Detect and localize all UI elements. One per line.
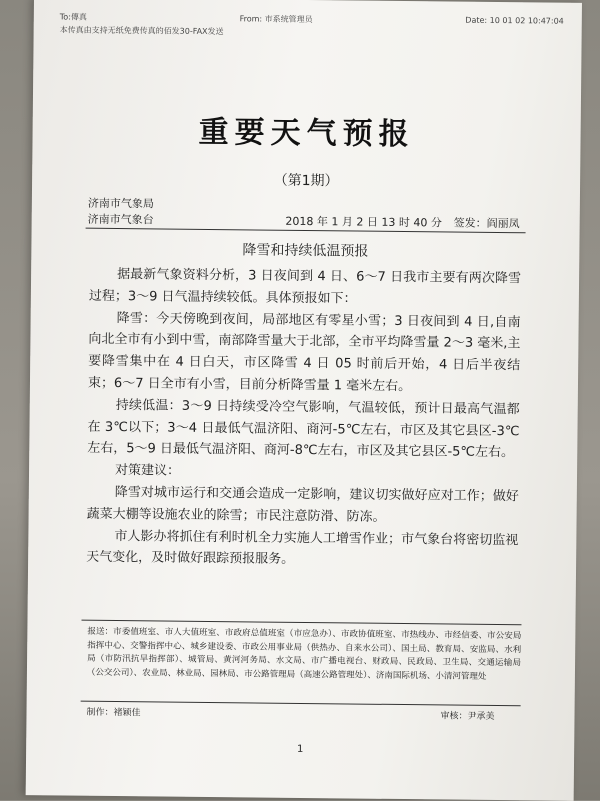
fax-to: To:傳真: [59, 12, 87, 22]
document-title: 重要天气预报: [198, 114, 415, 153]
fax-date: Date: 10 01 02 10:47:04: [465, 15, 564, 26]
reviewer: 审核：尹承美: [440, 711, 495, 722]
paragraph-intro: 据最新气象资料分析，3 日夜间到 4 日、6～7 日我市主要有两次降雪过程；3～9 日气温持续较低。具体预报如下：: [88, 267, 522, 307]
recipients-list: 报送：市委值班室、市人大值班室、市政府总值班室（市应急办）、市政协值班室、市热线办、市经信委、市公安局指挥中心、交警指挥中心、城乡建设委、市政公用事业局（供热办、自来水公司）、国土局、教育局、安监局、水利局（市防汛抗旱指挥部）、城管局、黄河河务局、水文局、市广播电视台、财政局、民政局、卫生局、交通运输局（公交公司）、农业局、林业局、园林局、市公路管理局（高速公路管理处）、济南国际机场、小清河管理处: [86, 626, 522, 682]
paragraph-snowfall: 降雪：今天傍晚到夜间，局部地区有零星小雪；3 日夜间到 4 日,自南向北全市有小到中雪，南部降雪量大于北部，全市平均降雪量 2～3 毫米,主要降雪集中在 4 日白天，市区降雪 4 日 05 时前后开始，4 日后半夜结束；6～7 日全市有小雪，目前分析降雪量 1 毫米左右。: [87, 310, 521, 395]
fax-from: From: 市系统管理员: [239, 14, 313, 25]
issuer-station: 济南市气象台: [87, 212, 154, 227]
fax-document: [26, 0, 582, 801]
issuer-block: [88, 196, 154, 212]
paragraph-advice-2: 市人影办将抓住有利时机全力实施人工增雪作业；市气象台将密切监视天气变化，及时做好跟踪预报服务。: [86, 528, 519, 568]
issuer-bureau: 济南市气象局: [87, 196, 154, 211]
paragraph-advice-1: 降雪对城市运行和交通会造成一定影响，建议切实做好应对工作；做好蔬菜大棚等设施农业的除雪；市民注意防滑、防冻。: [86, 484, 519, 525]
issue-number: （第1期）: [273, 172, 339, 190]
issue-datetime: 2018 年 1 月 2 日 13 时 40 分: [285, 214, 442, 230]
maker: 制作：褚颖佳: [86, 707, 141, 719]
paragraph-low-temperature: 持续低温：3～9 日持续受冷空气影响，气温较低，预计日最高气温都在 3℃以下；3～4 日最低气温济阳、商河-5℃左右，市区及其它县区-3℃左右，5～9 日最低气温济阳、商河-8℃左右，市区及其它县区-5℃左右。: [87, 397, 520, 461]
page-number: 1: [296, 743, 304, 755]
signatory: 签发：阎丽凤: [453, 216, 520, 231]
fax-header: [60, 11, 564, 40]
recipients-divider: [81, 620, 521, 626]
forecast-title: 降雪和持续低温预报: [242, 242, 369, 260]
footer: [86, 705, 494, 722]
fax-note: 本传真由支持无纸免费传真的佰发30-FAX发送: [59, 25, 224, 37]
forecast-body: [86, 264, 521, 574]
paragraph-advice-heading: 对策建议：: [114, 463, 181, 479]
